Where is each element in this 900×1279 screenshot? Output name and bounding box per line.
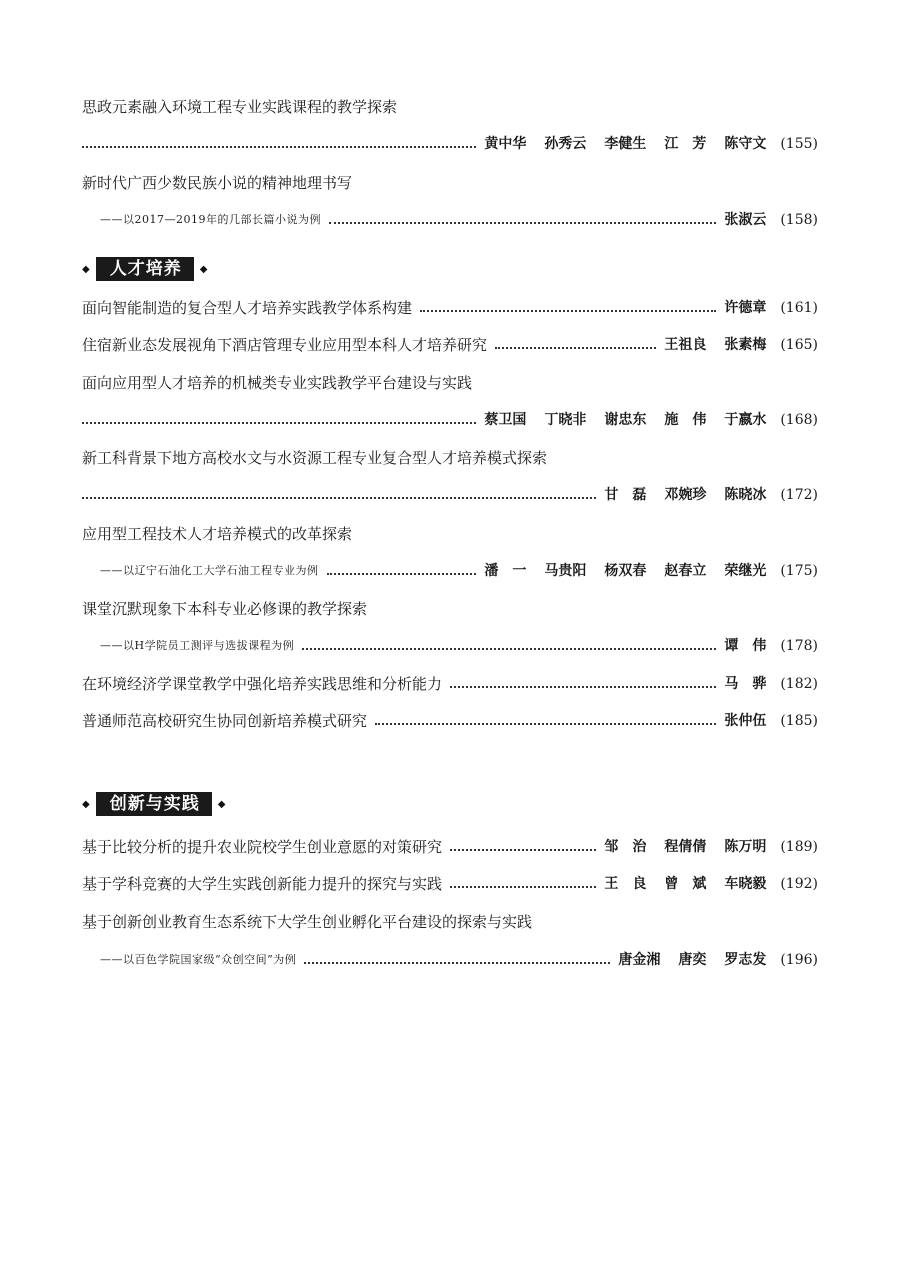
toc-entry-title[interactable]: 基于学科竞赛的大学生实践创新能力提升的探究与实践 [82,875,443,893]
author-name: 车晓毅 [724,876,767,892]
toc-entry-line [82,711,818,731]
section-heading [82,791,225,817]
author-name: 甘 磊 [604,487,647,503]
author-name: 谭 伟 [724,638,767,654]
author-name: 罗志发 [724,952,767,968]
page-number[interactable]: (192) [780,876,818,892]
toc-entry-line [100,636,818,656]
toc-entry-line [100,561,818,581]
author-list [724,298,766,318]
author-name: 马贵阳 [544,563,587,579]
toc-entry-title[interactable]: 住宿新业态发展视角下酒店管理专业应用型本科人才培养研究 [82,336,488,354]
author-name: 李健生 [604,136,647,152]
author-name: 陈万明 [724,839,767,855]
toc-entry-line [82,298,818,318]
author-name: 丁晓非 [544,412,587,428]
dot-leader [82,422,476,424]
diamond-icon: ◆ [82,263,90,275]
dot-leader [302,648,716,650]
author-name: 于嬴水 [724,412,767,428]
page-number[interactable]: (168) [780,412,818,428]
author-name: 陈守文 [724,136,767,152]
diamond-icon: ◆ [217,798,226,810]
author-name: 孙秀云 [544,136,587,152]
page-number[interactable]: (196) [780,952,818,968]
dot-leader [450,686,716,688]
toc-entry-line [100,950,818,970]
page-number[interactable]: (165) [780,337,818,353]
diamond-icon: ◆ [199,263,208,275]
toc-entry-title[interactable]: 基于创新创业教育生态系统下大学生创业孵化平台建设的探索与实践 [82,913,533,931]
dot-leader [375,723,716,725]
author-list [618,950,766,970]
toc-entry-line [82,410,818,430]
section-label: 创新与实践 [96,792,212,816]
entry-subtitle: ——以百色学院国家级“众创空间”为例 [100,953,297,966]
author-name: 杨双春 [604,563,647,579]
page-number[interactable]: (178) [780,638,818,654]
author-name: 曾 斌 [664,876,707,892]
toc-entry-line [82,874,818,894]
dot-leader [420,310,716,312]
author-name: 施 伟 [664,412,707,428]
toc-entry-line [82,674,818,694]
author-name: 邹 治 [604,839,647,855]
toc-entry-title[interactable]: 应用型工程技术人才培养模式的改革探索 [82,525,353,543]
author-list [484,134,766,154]
author-name: 程倩倩 [664,839,707,855]
author-name: 王 良 [604,876,647,892]
dot-leader [82,497,596,499]
toc-entry-line [82,335,818,355]
author-name: 唐金湘 [618,952,661,968]
author-list [724,636,766,656]
section-heading [82,256,207,282]
entry-subtitle: ——以辽宁石油化工大学石油工程专业为例 [100,564,319,577]
author-name: 黄中华 [484,136,527,152]
author-name: 谢忠东 [604,412,647,428]
toc-entry-line [100,210,818,230]
dot-leader [329,222,716,224]
author-list [484,561,766,581]
diamond-icon: ◆ [82,798,90,810]
author-list [724,711,766,731]
page-number[interactable]: (189) [780,839,818,855]
author-name: 赵春立 [664,563,707,579]
toc-entry-line [82,134,818,154]
author-name: 马 骅 [724,676,767,692]
author-name: 张仲伍 [724,713,767,729]
author-list [604,874,766,894]
author-name: 荣继光 [724,563,767,579]
page-number[interactable]: (172) [780,487,818,503]
author-list [604,485,766,505]
toc-entry-title[interactable]: 思政元素融入环境工程专业实践课程的教学探索 [82,98,398,116]
author-list [604,837,766,857]
dot-leader [450,849,596,851]
dot-leader [327,573,477,575]
author-name: 邓婉珍 [664,487,707,503]
author-name: 江 芳 [664,136,707,152]
toc-entry-line [82,485,818,505]
author-list [724,210,766,230]
toc-entry-title[interactable]: 普通师范高校研究生协同创新培养模式研究 [82,712,368,730]
author-list [724,674,766,694]
author-name: 王祖良 [664,337,707,353]
page-number[interactable]: (155) [780,136,818,152]
author-name: 许德章 [724,300,767,316]
toc-entry-title[interactable]: 在环境经济学课堂教学中强化培养实践思维和分析能力 [82,675,443,693]
entry-subtitle: ——以H学院员工测评与选拔课程为例 [100,639,295,652]
dot-leader [450,886,596,888]
author-name: 陈晓冰 [724,487,767,503]
entry-subtitle: ——以2017—2019年的几部长篇小说为例 [100,213,321,226]
toc-entry-title[interactable]: 新工科背景下地方高校水文与水资源工程专业复合型人才培养模式探索 [82,449,548,467]
toc-entry-title[interactable]: 课堂沉默现象下本科专业必修课的教学探索 [82,600,368,618]
page-number[interactable]: (175) [780,563,818,579]
author-name: 张淑云 [724,212,767,228]
author-name: 潘 一 [484,563,527,579]
toc-entry-line [82,837,818,857]
toc-entry-title[interactable]: 基于比较分析的提升农业院校学生创业意愿的对策研究 [82,838,443,856]
author-name: 唐奕 [678,952,707,968]
author-name: 蔡卫国 [484,412,527,428]
page-number[interactable]: (158) [780,212,818,228]
section-label: 人才培养 [96,257,194,281]
author-list [664,335,766,355]
page-number[interactable]: (161) [780,300,818,316]
toc-entry-title[interactable]: 面向智能制造的复合型人才培养实践教学体系构建 [82,299,413,317]
author-list [484,410,766,430]
page-number[interactable]: (182) [780,676,818,692]
author-name: 张素梅 [724,337,767,353]
dot-leader [495,347,656,349]
toc-entry-title[interactable]: 新时代广西少数民族小说的精神地理书写 [82,174,353,192]
dot-leader [82,146,476,148]
toc-entry-title[interactable]: 面向应用型人才培养的机械类专业实践教学平台建设与实践 [82,374,473,392]
page-number[interactable]: (185) [780,713,818,729]
dot-leader [304,962,610,964]
